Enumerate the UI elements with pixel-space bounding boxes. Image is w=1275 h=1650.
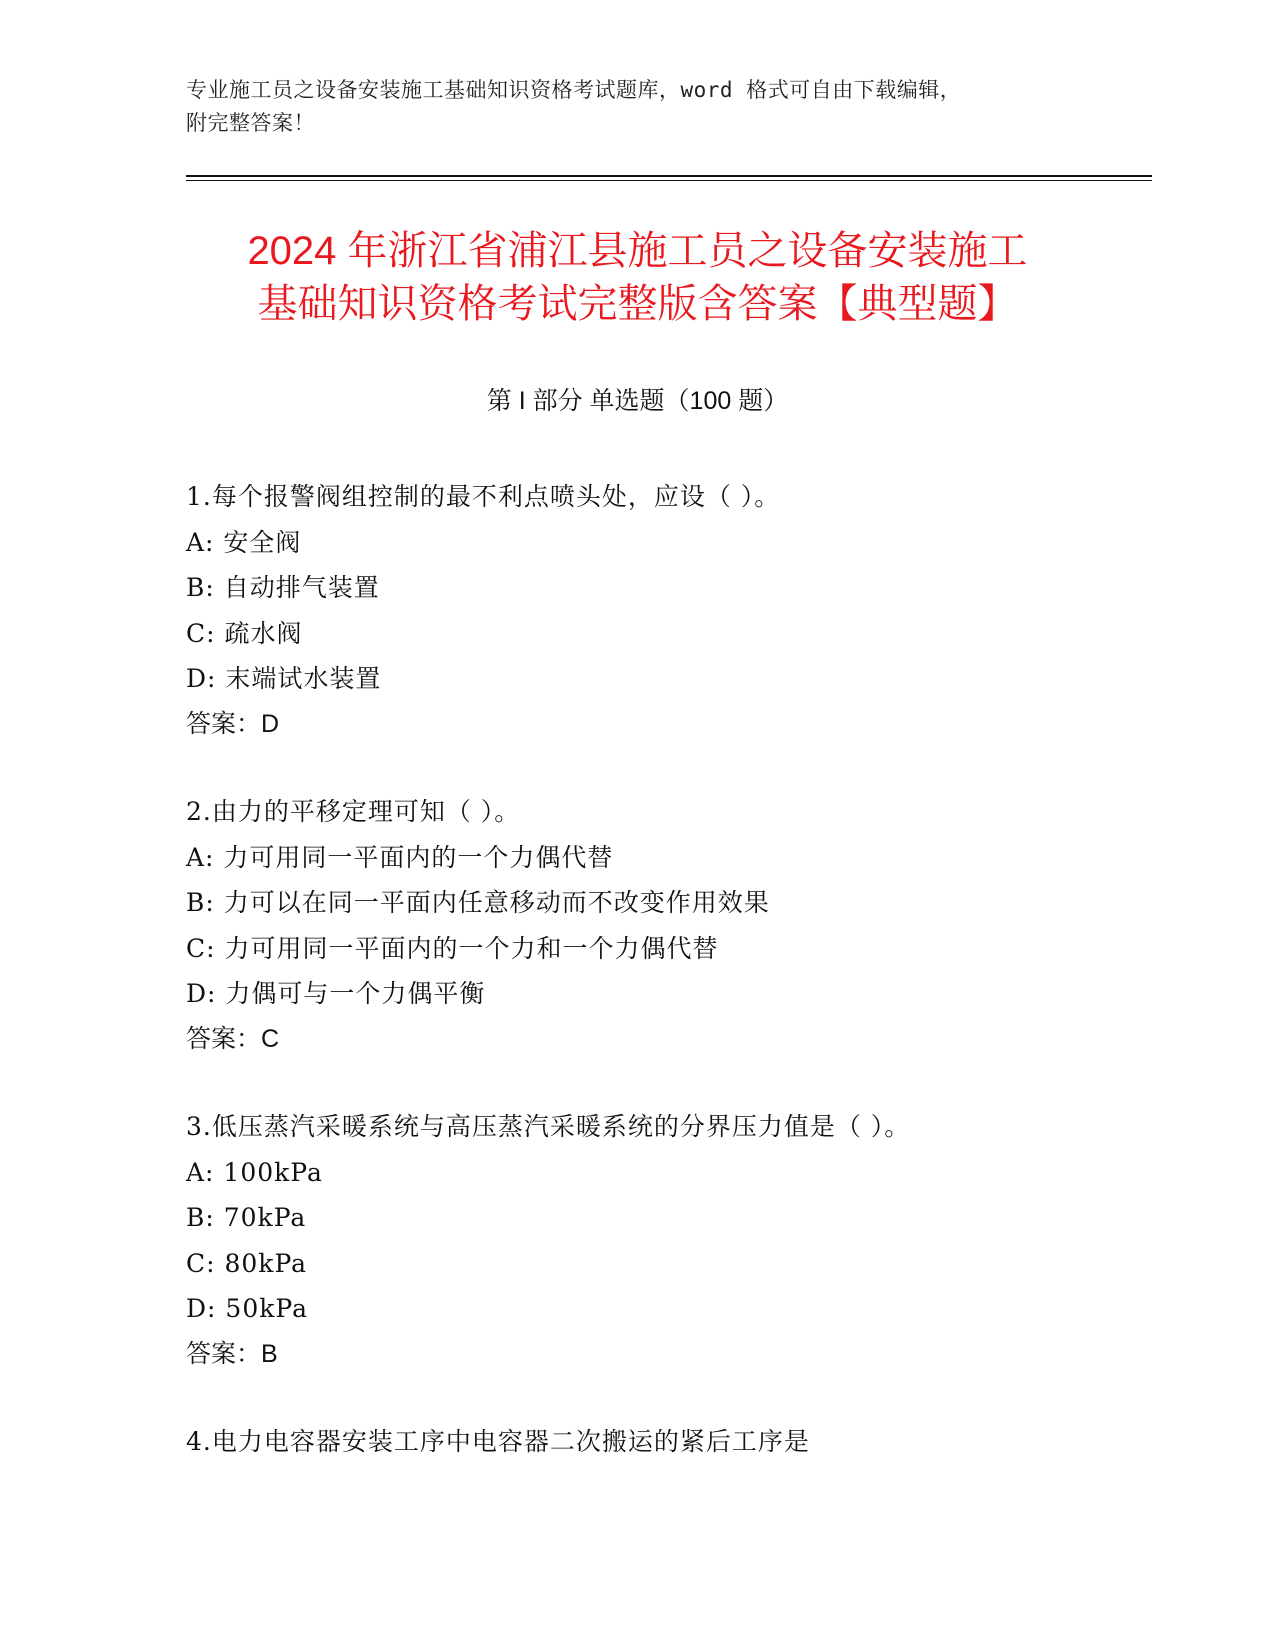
section-heading: 第 I 部分 单选题（100 题） — [486, 387, 789, 415]
option-d: D: 50kPa — [186, 1294, 308, 1323]
document-title — [150, 225, 1125, 331]
question-list — [186, 474, 1146, 1507]
question-stem: 3.低压蒸汽采暖系统与高压蒸汽采暖系统的分界压力值是（ ）。 — [186, 1112, 911, 1141]
option-b: B: 自动排气装置 — [186, 573, 380, 602]
answer: 答案：B — [186, 1339, 278, 1368]
header-note-line-2: 附完整答案！ — [186, 111, 315, 135]
answer: 答案：C — [186, 1024, 280, 1053]
question-stem: 2.由力的平移定理可知（ ）。 — [186, 797, 521, 826]
option-c: C: 疏水阀 — [186, 618, 303, 648]
option-a: A: 100kPa — [186, 1157, 323, 1187]
option-b: B: 力可以在同一平面内任意移动而不改变作用效果 — [186, 888, 770, 917]
header-rule-thin — [186, 180, 1152, 181]
question-stem: 4.电力电容器安装工序中电容器二次搬运的紧后工序是 — [186, 1427, 810, 1456]
question-3 — [186, 1104, 1146, 1377]
title-line-2: 基础知识资格考试完整版含答案【典型题】 — [257, 282, 1018, 326]
answer: 答案：D — [186, 709, 280, 738]
question-2 — [186, 789, 1146, 1062]
title-line-1: 2024 年浙江省浦江县施工员之设备安装施工 — [247, 229, 1028, 273]
header-note-line-1: 专业施工员之设备安装施工基础知识资格考试题库，word 格式可自由下载编辑， — [186, 78, 962, 102]
document-header-note — [186, 74, 1086, 140]
question-stem: 1.每个报警阀组控制的最不利点喷头处，应设（ ）。 — [186, 482, 781, 511]
header-rule-thick — [186, 175, 1152, 177]
option-a: A: 力可用同一平面内的一个力偶代替 — [186, 842, 614, 872]
question-4 — [186, 1419, 1146, 1465]
option-d: D: 力偶可与一个力偶平衡 — [186, 979, 486, 1008]
option-b: B: 70kPa — [186, 1203, 307, 1232]
question-1 — [186, 474, 1146, 747]
option-c: C: 80kPa — [186, 1248, 308, 1278]
option-a: A: 安全阀 — [186, 527, 302, 557]
option-d: D: 末端试水装置 — [186, 664, 382, 693]
option-c: C: 力可用同一平面内的一个力和一个力偶代替 — [186, 933, 719, 963]
